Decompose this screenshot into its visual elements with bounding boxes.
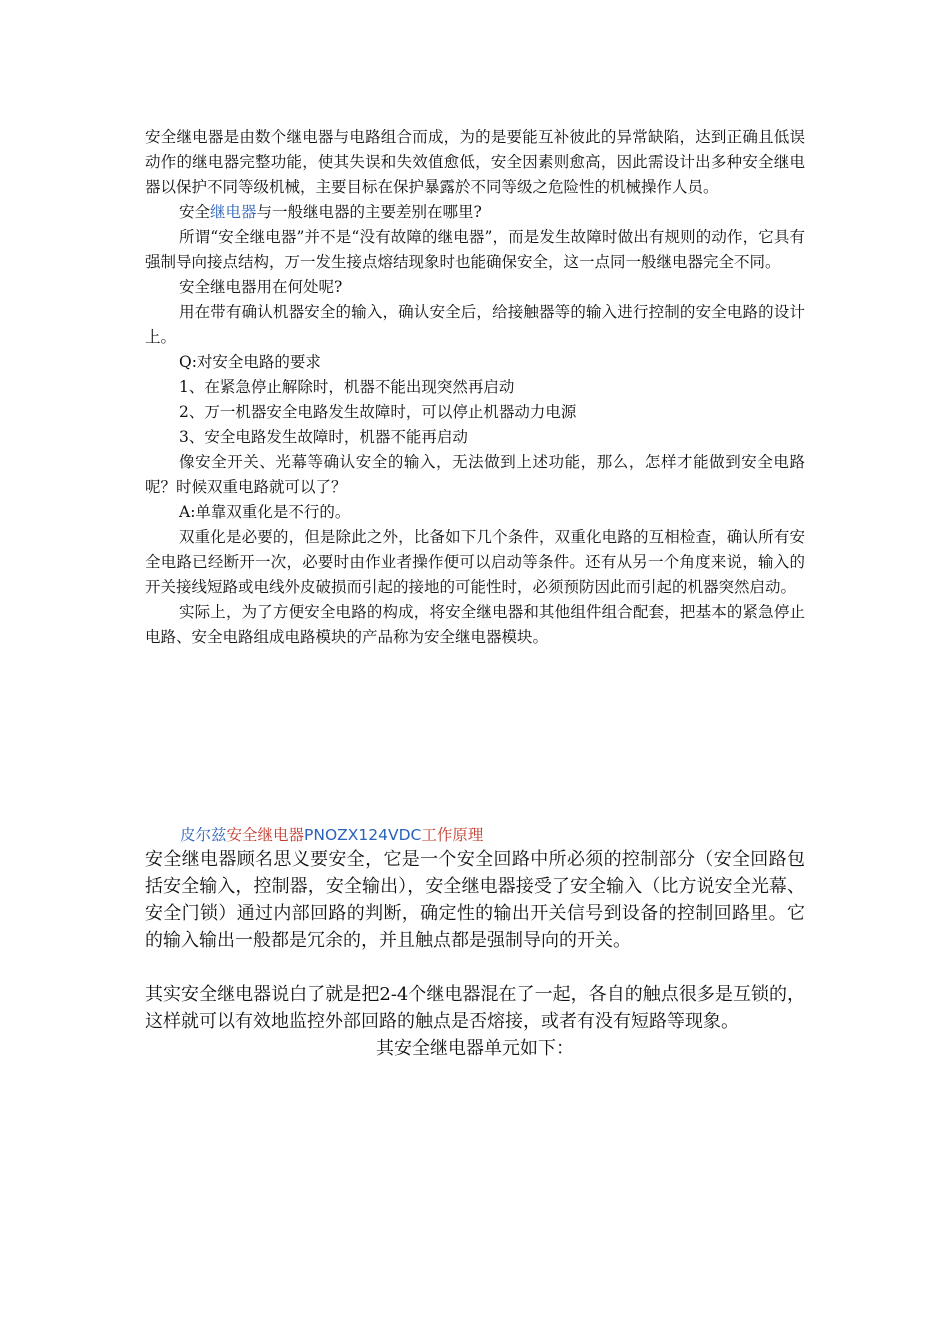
principle-paragraph-2: 其实安全继电器说白了就是把2-4个继电器混在了一起，各自的触点很多是互锁的，这样就可以有效地监控外部回路的触点是否熔接，或者有没有短路等现象。 <box>145 984 805 1032</box>
heading-model[interactable]: PNOZX124VDC <box>304 826 422 844</box>
heading-brand[interactable]: 皮尔兹 <box>180 826 227 844</box>
requirement-2: 2、万一机器安全电路发生故障时，可以停止机器动力电源 <box>179 403 577 421</box>
principle-paragraph-1: 安全继电器顾名思义要安全，它是一个安全回路中所必须的控制部分（安全回路包括安全输入，控制器，安全输出），安全继电器接受了安全输入（比方说安全光幕、安全门锁）通过内部回路的判断，确定性的输出开关信号到设备的控制回路里。它的输入输出一般都是冗余的，并且触点都是强制导向的开关。 <box>145 849 805 951</box>
question-usage: 安全继电器用在何处呢? <box>179 278 343 296</box>
answer-dual-circuit: A:单靠双重化是不行的。 <box>179 503 351 521</box>
summary-paragraph: 实际上，为了方便安全电路的构成，将安全继电器和其他组件组合配套，把基本的紧急停止电路、安全电路组成电路模块的产品称为安全继电器模块。 <box>145 603 805 646</box>
heading-principle[interactable]: 工作原理 <box>421 826 484 844</box>
paragraph-gap <box>145 954 805 981</box>
requirement-3: 3、安全电路发生故障时，机器不能再启动 <box>179 428 468 446</box>
section-heading <box>180 824 483 846</box>
answer-difference: 所谓“安全继电器”并不是“没有故障的继电器”，而是发生故障时做出有规则的动作，它具有强制导向接点结构，万一发生接点熔结现象时也能确保安全，这一点同一般继电器完全不同。 <box>145 228 805 271</box>
principle-paragraph-3: 其安全继电器单元如下： <box>376 1038 574 1059</box>
intro-paragraph: 安全继电器是由数个继电器与电路组合而成，为的是要能互补彼此的异常缺陷，达到正确且低误动作的继电器完整功能，使其失误和失效值愈低，安全因素则愈高，因此需设计出多种安全继电器以保护不同等级机械，主要目标在保护暴露於不同等级之危险性的机械操作人员。 <box>145 128 805 196</box>
answer-usage: 用在带有确认机器安全的输入，确认安全后，给接触器等的输入进行控制的安全电路的设计上。 <box>145 303 805 346</box>
question-suffix: 与一般继电器的主要差别在哪里? <box>256 203 482 221</box>
requirement-1: 1、在紧急停止解除时，机器不能出现突然再启动 <box>179 378 515 396</box>
question-prefix: 安全 <box>179 203 211 221</box>
relay-link[interactable]: 继电器 <box>210 203 257 221</box>
heading-product[interactable]: 安全继电器 <box>226 826 305 844</box>
question-difference <box>145 200 805 225</box>
question-dual-circuit: 像安全开关、光幕等确认安全的输入，无法做到上述功能，那么，怎样才能做到安全电路呢？时候双重电路就可以了？ <box>145 453 805 496</box>
answer-dual-circuit-detail: 双重化是必要的，但是除此之外，比备如下几个条件，双重化电路的互相检查，确认所有安全电路已经断开一次，必要时由作业者操作便可以启动等条件。还有从另一个角度来说，输入的开关接线短路或电线外皮破损而引起的接地的可能性时，必须预防因此而引起的机器突然启动。 <box>145 528 805 596</box>
document-body <box>145 125 805 650</box>
question-requirements: Q:对安全电路的要求 <box>179 353 321 371</box>
principle-section <box>145 846 805 1062</box>
